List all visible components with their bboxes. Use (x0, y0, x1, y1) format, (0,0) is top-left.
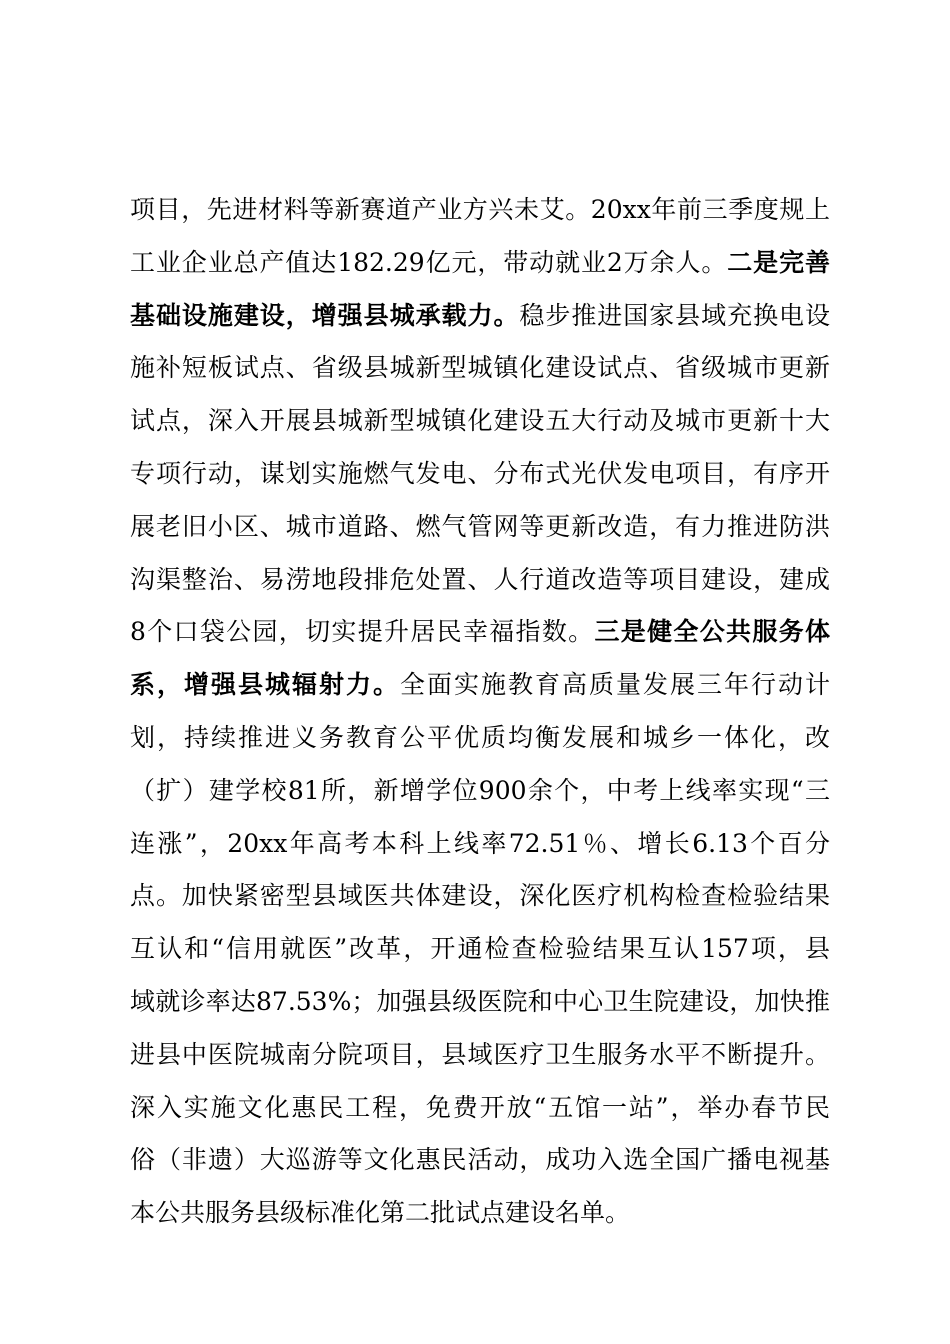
text-line (130, 554, 830, 607)
body-text-segment: 本公共服务县级标准化第二批试点建设名单。 (130, 1198, 631, 1228)
body-text-segment: 进县中医院城南分院项目，县域医疗卫生服务水平不断提升。 (130, 1039, 830, 1069)
text-line (130, 342, 830, 395)
body-text-segment: 全面实施教育高质量发展三年行动计 (400, 670, 830, 700)
text-line (130, 1134, 830, 1187)
bold-heading-text: 系，增强县城辐射力。 (130, 670, 400, 700)
text-line (130, 870, 830, 923)
text-line (130, 1187, 830, 1240)
text-line (130, 765, 830, 818)
body-text-segment: 连涨”，20xx年高考本科上线率72.51％、增长6.13个百分 (130, 828, 830, 858)
body-text-segment: 深入实施文化惠民工程，免费开放“五馆一站”，举办春节民 (130, 1092, 830, 1122)
bold-heading-text: 三是健全公共服务体 (594, 617, 830, 647)
bold-heading-text: 二是完善 (727, 247, 830, 277)
body-text-segment: 8个口袋公园，切实提升居民幸福指数。 (130, 617, 595, 647)
text-line (130, 184, 830, 237)
body-text-segment: 划，持续推进义务教育公平优质均衡发展和城乡一体化，改 (130, 722, 830, 752)
text-line (130, 395, 830, 448)
body-text (130, 184, 830, 1240)
body-text-segment: 试点，深入开展县城新型城镇化建设五大行动及城市更新十大 (130, 406, 830, 436)
text-line (130, 606, 830, 659)
text-line (130, 501, 830, 554)
body-text-segment: 俗（非遗）大巡游等文化惠民活动，成功入选全国广播电视基 (130, 1145, 830, 1175)
text-line (130, 818, 830, 871)
body-text-segment: 稳步推进国家县域充换电设 (519, 300, 830, 330)
text-line (130, 448, 830, 501)
text-line (130, 237, 830, 290)
body-text-segment: 专项行动，谋划实施燃气发电、分布式光伏发电项目，有序开 (130, 458, 830, 488)
body-text-segment: 工业企业总产值达182.29亿元，带动就业2万余人。 (130, 247, 728, 277)
body-text-segment: 沟渠整治、易涝地段排危处置、人行道改造等项目建设，建成 (130, 564, 830, 594)
body-text-segment: 点。加快紧密型县域医共体建设，深化医疗机构检查检验结果 (130, 881, 830, 911)
body-text-segment: 项目，先进材料等新赛道产业方兴未艾。20xx年前三季度规上 (130, 195, 830, 224)
body-text-segment: 域就诊率达87.53%；加强县级医院和中心卫生院建设，加快推 (130, 986, 830, 1016)
body-text-segment: 施补短板试点、省级县城新型城镇化建设试点、省级城市更新 (130, 353, 830, 383)
text-line (130, 923, 830, 976)
text-line (130, 1029, 830, 1082)
text-line (130, 976, 830, 1029)
text-line (130, 659, 830, 712)
body-text-segment: 互认和“信用就医”改革，开通检查检验结果互认157项，县 (130, 934, 830, 964)
text-line (130, 712, 830, 765)
bold-heading-text: 基础设施建设，增强县城承载力。 (130, 300, 520, 330)
text-line (130, 290, 830, 343)
text-line (130, 1082, 830, 1135)
body-text-segment: （扩）建学校81所，新增学位900余个，中考上线率实现“三 (130, 775, 830, 805)
body-text-segment: 展老旧小区、城市道路、燃气管网等更新改造，有力推进防洪 (130, 511, 830, 541)
